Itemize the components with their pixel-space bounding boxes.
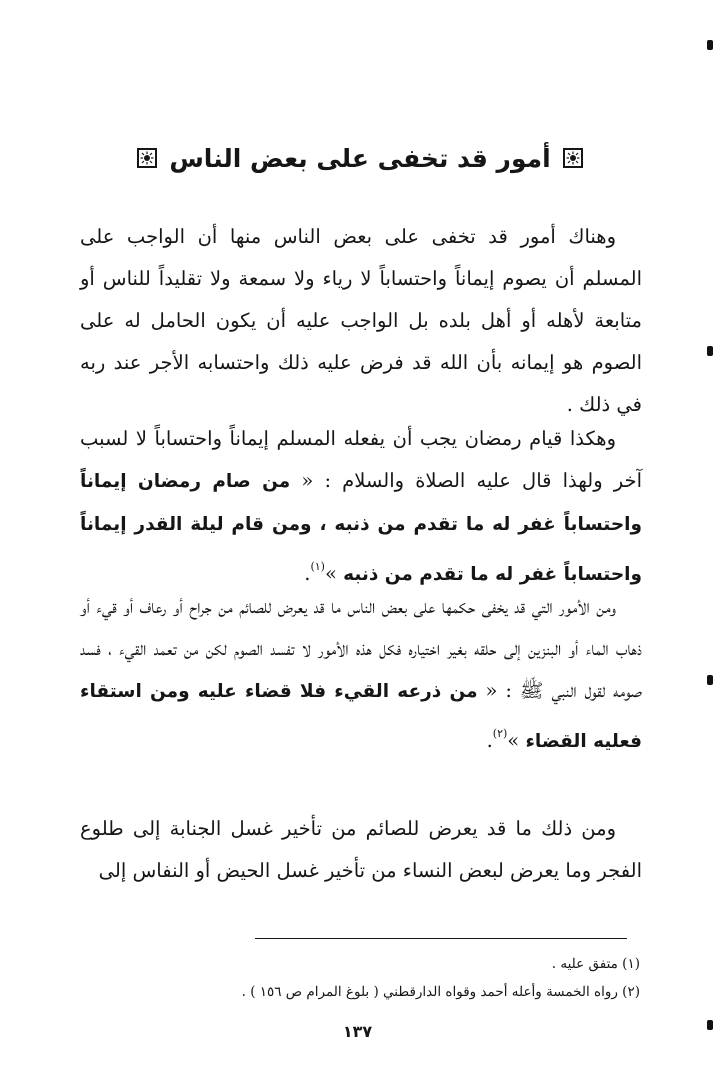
star-ornament-icon (137, 148, 157, 168)
margin-mark (707, 40, 713, 50)
star-ornament-icon (563, 148, 583, 168)
footnote-2: (٢) رواه الخمسة وأعله أحمد وقواه الدارقطني ( بلوغ المرام ص ١٥٦ ) . (241, 984, 640, 1000)
margin-mark (707, 675, 713, 685)
paragraph-ghusl-delay: ومن ذلك ما قد يعرض للصائم من تأخير غسل الجنابة إلى طلوع الفجر وما يعرض لبعض النساء من تأخير غسل الحيض أو النفاس إلى (80, 817, 642, 882)
footnote-ref-2[interactable]: (٢) (492, 727, 508, 740)
paragraph-ramadan-prayer (80, 418, 642, 596)
paragraph-fasting-intention: وهناك أمور قد تخفى على بعض الناس منها أن الواجب على المسلم أن يصوم إيماناً واحتساباً لا رياء ولا سمعة ولا تقليداً للناس أو متابعة لأهله أو أهل بلده بل الواجب عليه أن يكون الحامل له على الصوم هو إيمانه بأن الله قد فرض عليه ذلك واحتسابه الأجر عند ربه في ذلك . (80, 225, 642, 416)
footnote-divider (255, 938, 627, 939)
footnote-1: (١) متفق عليه . (551, 956, 640, 972)
sentence-end: . (304, 562, 311, 585)
paragraph-text: ومن الأمور التي قد يخفى حكمها على بعض الناس ما قد يعرض للصائم من جراح أو رعاف أو قيء أو ذهاب الماء أو البنزين إلى حلقه بغير اختياره فكل هذه الأمور لا تفسد الصوم لكن من تعمد القيء ، فسد صومه لقول النبي ﷺ : « (80, 595, 642, 702)
page-number: ١٣٧ (342, 1022, 373, 1041)
section-title: أمور قد تخفى على بعض الناس (169, 143, 551, 173)
hadith-quote: من ذرعه القيء فلا قضاء عليه ومن استقاء فعليه القضاء (80, 681, 642, 752)
section-heading (80, 138, 640, 178)
hadith-quote: من صام رمضان إيماناً واحتساباً غفر له ما تقدم من ذنبه ، ومن قام ليلة القدر إيماناً واحتساباً غفر له ما تقدم من ذنبه (80, 471, 642, 585)
margin-mark (707, 346, 713, 356)
paragraph-text: وهكذا قيام رمضان يجب أن يفعله المسلم إيماناً واحتساباً لا لسبب آخر ولهذا قال عليه الصلاة والسلام : « (80, 427, 642, 492)
sentence-end: . (486, 729, 493, 752)
paragraph-fasting-breakers (80, 586, 642, 763)
footnote-ref-1[interactable]: (١) (310, 560, 325, 573)
margin-mark (707, 1020, 713, 1030)
quote-close: » (324, 562, 344, 585)
quote-close: » (507, 729, 526, 752)
